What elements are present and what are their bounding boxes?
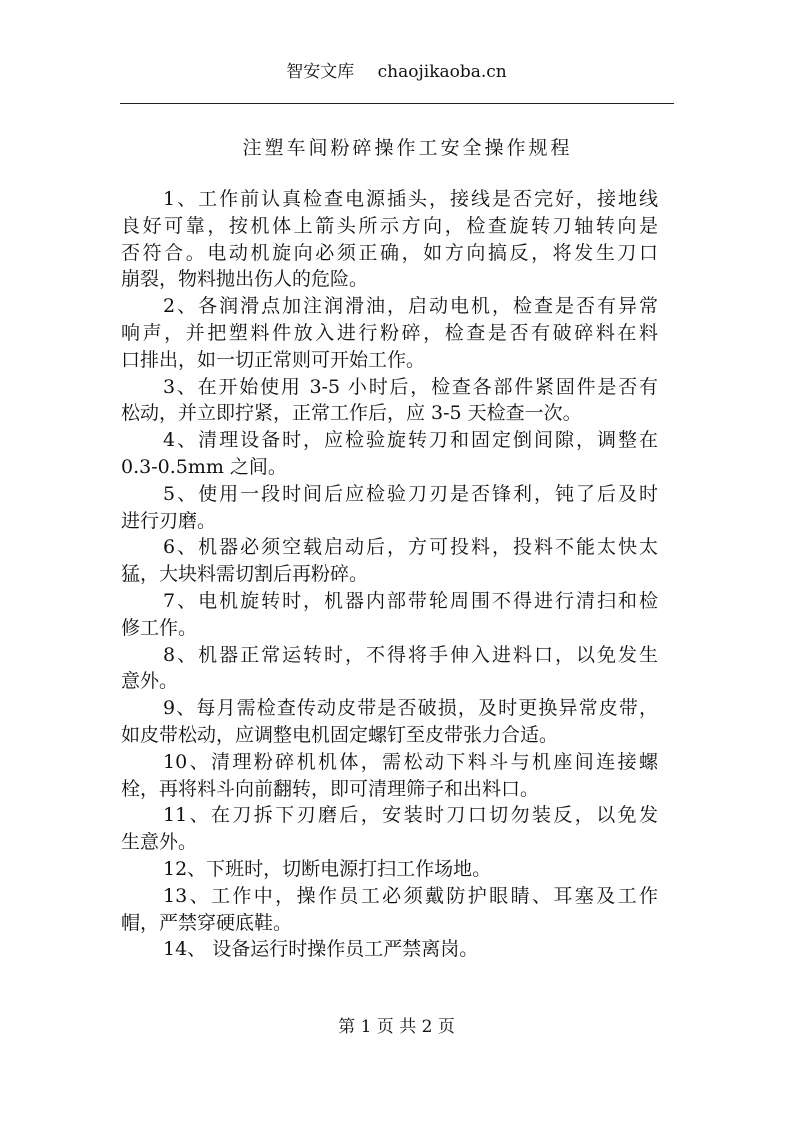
paragraph-2 xyxy=(121,293,658,373)
site-url: chaojikaoba.cn xyxy=(377,62,507,82)
paragraph-4 xyxy=(121,427,658,481)
paragraph-line: 14、 设备运行时操作员工严禁离岗。 xyxy=(163,938,479,961)
paragraph-line: 帽，严禁穿硬底鞋。 xyxy=(121,911,293,934)
page-footer: 第 1 页 共 2 页 xyxy=(338,1017,455,1037)
paragraph-3 xyxy=(121,374,658,428)
paragraph-line: 7、电机旋转时，机器内部带轮周围不得进行清扫和检 xyxy=(163,589,658,612)
paragraph-line: 意外。 xyxy=(121,670,179,693)
paragraph-line: 崩裂，物料抛出伤人的危险。 xyxy=(121,268,369,291)
paragraph-line: 猛，大块料需切割后再粉碎。 xyxy=(121,563,369,586)
paragraph-8 xyxy=(121,642,658,696)
paragraph-line: 9、每月需检查传动皮带是否破损，及时更换异常皮带， xyxy=(163,697,658,720)
paragraph-line: 如皮带松动，应调整电机固定螺钉至皮带张力合适。 xyxy=(121,723,559,746)
paragraph-line: 3、在开始使用 3-5 小时后，检查各部件紧固件是否有 xyxy=(163,375,658,398)
paragraph-line: 6、机器必须空载启动后，方可投料，投料不能太快太 xyxy=(163,536,658,559)
paragraph-10 xyxy=(121,749,658,803)
paragraph-7 xyxy=(121,588,658,642)
paragraph-13 xyxy=(121,883,658,937)
paragraph-line: 13、工作中，操作员工必须戴防护眼睛、耳塞及工作 xyxy=(163,884,658,907)
paragraph-line: 良好可靠，按机体上箭头所示方向，检查旋转刀轴转向是 xyxy=(121,214,658,237)
paragraph-line: 生意外。 xyxy=(121,831,198,854)
paragraph-line: 11、在刀拆下刃磨后，安装时刀口切勿装反，以免发 xyxy=(163,804,658,827)
paragraph-line: 否符合。电动机旋向必须正确，如方向搞反，将发生刀口 xyxy=(121,241,658,264)
paragraph-11 xyxy=(121,802,658,856)
document-title: 注塑车间粉碎操作工安全操作规程 xyxy=(242,137,573,159)
paragraph-12 xyxy=(121,856,658,883)
paragraph-5 xyxy=(121,481,658,535)
paragraph-1 xyxy=(121,186,658,293)
paragraph-line: 栓，再将料斗向前翻转，即可清理筛子和出料口。 xyxy=(121,777,540,800)
document-body xyxy=(121,186,658,963)
paragraph-6 xyxy=(121,534,658,588)
site-name: 智安文库 xyxy=(286,62,355,82)
paragraph-line: 8、机器正常运转时，不得将手伸入进料口，以免发生 xyxy=(163,643,658,666)
paragraph-line: 10、清理粉碎机机体，需松动下料斗与机座间连接螺 xyxy=(163,750,658,773)
paragraph-line: 2、各润滑点加注润滑油，启动电机，检查是否有异常 xyxy=(163,295,658,318)
paragraph-9 xyxy=(121,695,658,749)
paragraph-line: 12、下班时，切断电源打扫工作场地。 xyxy=(163,857,492,880)
paragraph-line: 1、工作前认真检查电源插头，接线是否完好，接地线 xyxy=(163,188,658,210)
paragraph-line: 4、清理设备时，应检验旋转刀和固定倒间隙，调整在 xyxy=(163,429,658,452)
paragraph-line: 响声，并把塑料件放入进行粉碎，检查是否有破碎料在料 xyxy=(121,321,658,344)
page-header xyxy=(0,57,793,82)
paragraph-line: 进行刃磨。 xyxy=(121,509,217,532)
paragraph-line: 松动，并立即拧紧，正常工作后，应 3-5 天检查一次。 xyxy=(121,402,582,425)
paragraph-line: 5、使用一段时间后应检验刀刃是否锋利，钝了后及时 xyxy=(163,482,658,505)
header-divider xyxy=(120,103,674,104)
paragraph-line: 修工作。 xyxy=(121,616,198,639)
paragraph-line: 口排出，如一切正常则可开始工作。 xyxy=(121,348,426,371)
paragraph-line: 0.3-0.5mm 之间。 xyxy=(121,455,287,478)
paragraph-14 xyxy=(121,936,658,963)
